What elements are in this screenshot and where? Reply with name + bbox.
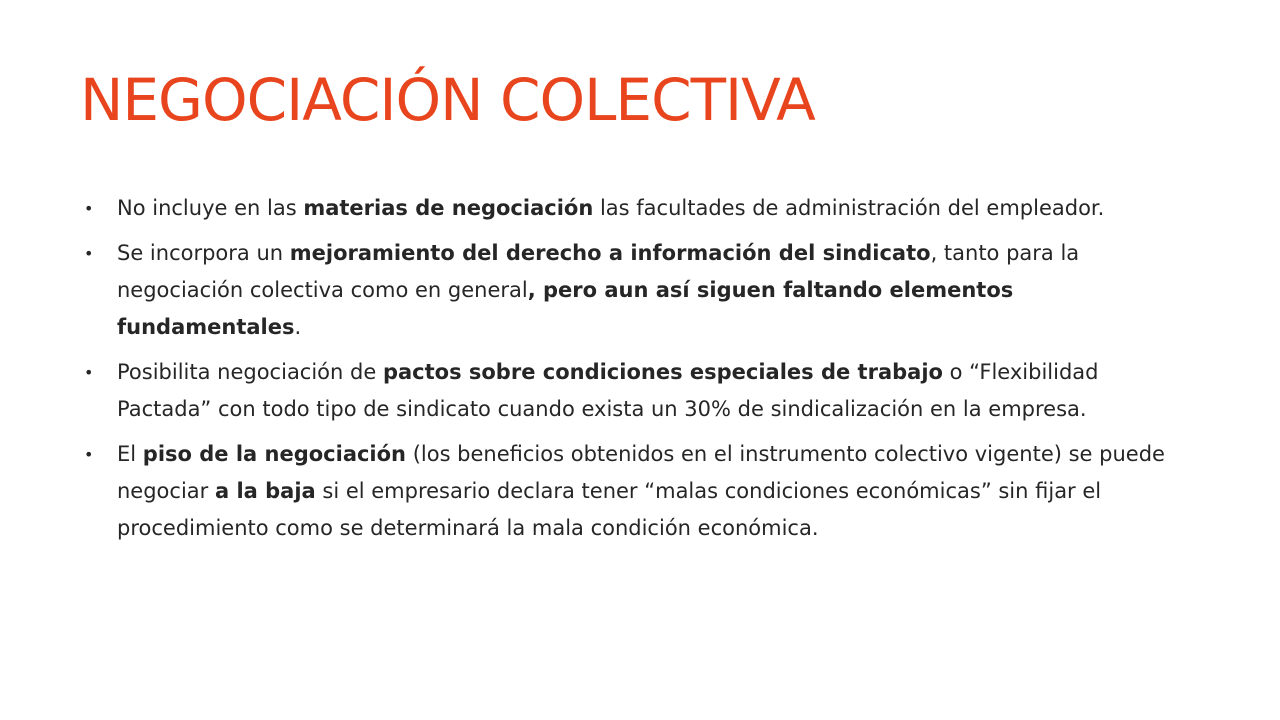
bullet-item <box>80 235 1190 346</box>
bullet-item <box>80 190 1190 227</box>
bullet-text: . <box>294 315 302 339</box>
bullet-list <box>80 190 1190 555</box>
bullet-text: (los beneficios obtenidos en el instrumento colectivo vigente) se puede negociar <box>117 442 1165 503</box>
bullet-text-bold: a la baja <box>214 479 316 503</box>
bullet-dot-icon: • <box>84 363 94 382</box>
bullet-text: El <box>117 442 143 466</box>
bullet-text: si el empresario declara tener “malas condiciones económicas” sin fijar el procedimiento como se determinará la mala condición económica. <box>117 479 1102 540</box>
bullet-text-bold: pactos sobre condiciones especiales de trabajo <box>382 360 943 384</box>
bullet-dot-icon: • <box>84 244 94 263</box>
bullet-text: o “Flexibilidad Pactada” con todo tipo de sindicato cuando exista un 30% de sindicalización en la empresa. <box>117 360 1099 421</box>
bullet-text: Se incorpora un <box>117 241 290 265</box>
bullet-text-bold: , pero aun así siguen faltando elementos fundamentales <box>117 278 1014 339</box>
slide-title: NEGOCIACIÓN COLECTIVA <box>80 66 815 134</box>
bullet-text: las facultades de administración del empleador. <box>593 196 1105 220</box>
bullet-text-bold: materias de negociación <box>303 196 594 220</box>
bullet-item <box>80 436 1190 547</box>
bullet-text: No incluye en las <box>117 196 304 220</box>
bullet-text: , tanto para la negociación colectiva como en general <box>117 241 1080 302</box>
bullet-dot-icon: • <box>84 445 94 464</box>
bullet-dot-icon: • <box>84 199 94 218</box>
bullet-text-bold: piso de la negociación <box>142 442 407 466</box>
bullet-text-bold: mejoramiento del derecho a información del sindicato <box>289 241 931 265</box>
bullet-text: Posibilita negociación de <box>117 360 383 384</box>
bullet-item <box>80 354 1190 428</box>
